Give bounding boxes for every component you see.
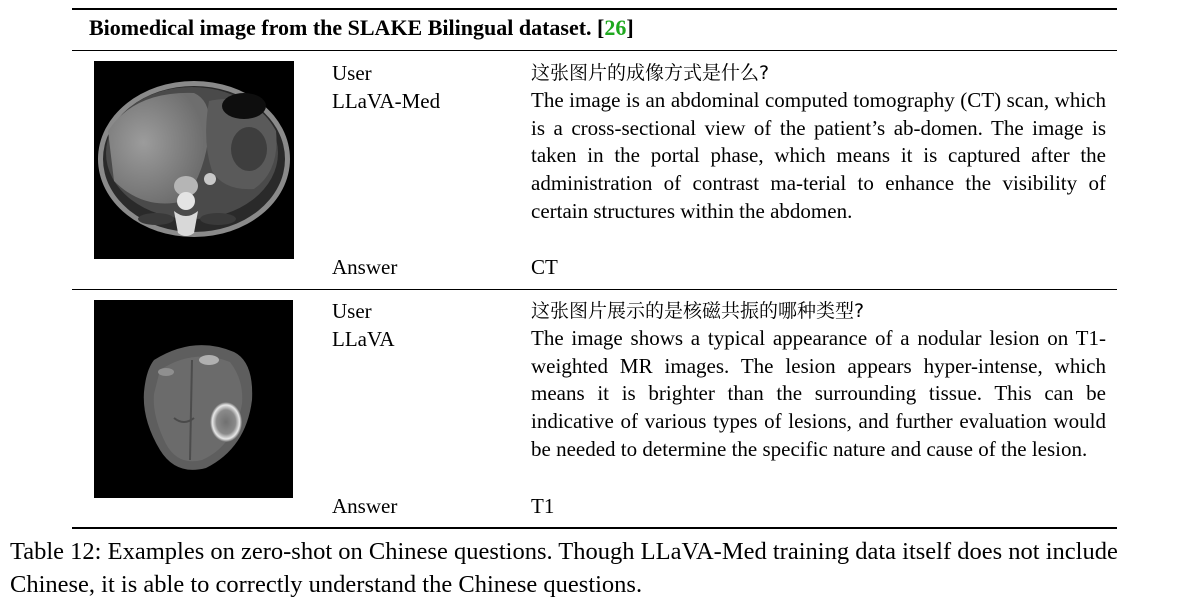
brain-mri-scan-image <box>94 300 293 498</box>
table-header <box>89 12 634 44</box>
answer-value: T1 <box>531 494 555 518</box>
answer-label: Answer <box>332 494 398 518</box>
table-caption: Table 12: Examples on zero-shot on Chinese questions. Though LLaVA-Med training data itself does not include Chinese, it is able to correctly understand the Chinese questions. <box>10 538 1118 598</box>
table-top-rule <box>72 8 1117 10</box>
table-title: Biomedical image from the SLAKE Bilingual dataset. <box>89 15 592 40</box>
citation[interactable]: [26] <box>597 15 634 40</box>
model-response: The image shows a typical appearance of a nodular lesion on T1-weighted MR images. The lesion appears hyper-intense, which means it is brighter than the surrounding tissue. This can be indicative of various types of lesions, and further evaluation would be needed to determine the specific nature and cause of the lesion. <box>531 326 1106 461</box>
citation-number[interactable]: 26 <box>604 15 627 40</box>
table-bottom-rule <box>72 527 1117 529</box>
user-label: User <box>332 61 372 85</box>
model-label: LLaVA <box>332 327 395 351</box>
answer-value: CT <box>531 255 558 279</box>
abdominal-ct-scan-image <box>94 61 294 259</box>
model-response: The image is an abdominal computed tomography (CT) scan, which is a cross-sectional view of the patient’s ab-domen. The image is taken in the portal phase, which means it is captured after the administration of contrast ma-terial to enhance the visibility of certain structures within the abdomen. <box>531 88 1106 223</box>
row-separator-rule <box>72 289 1117 290</box>
answer-label: Answer <box>332 255 398 279</box>
model-label: LLaVA-Med <box>332 89 441 113</box>
user-question: 这张图片的成像方式是什么? <box>531 62 770 84</box>
user-question: 这张图片展示的是核磁共振的哪种类型? <box>531 300 865 322</box>
header-rule <box>72 50 1117 51</box>
user-label: User <box>332 299 372 323</box>
